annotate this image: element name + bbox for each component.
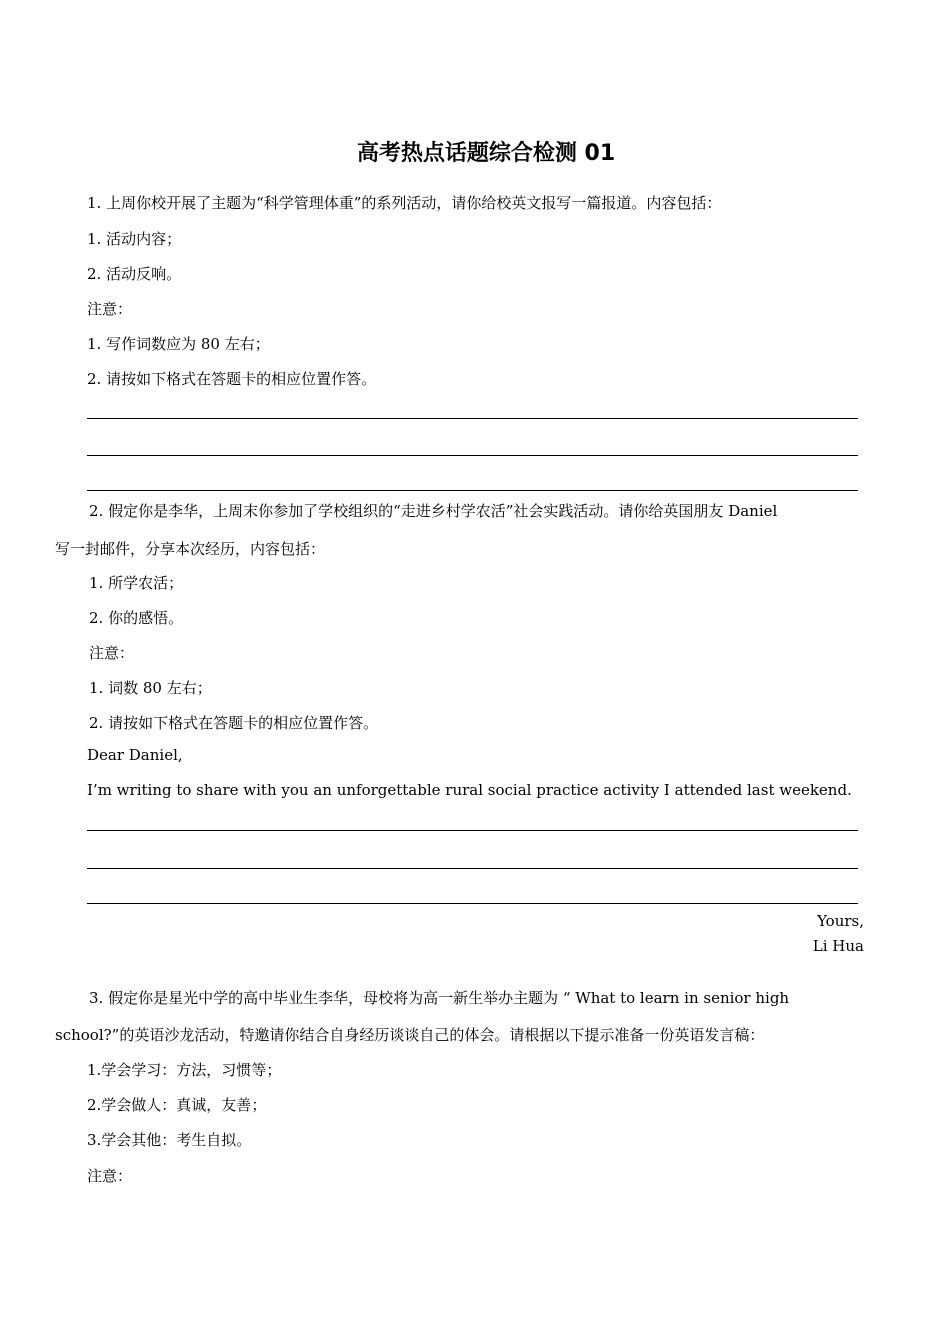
q2-note-1: 1. 词数 80 左右； [89, 679, 212, 697]
q2-item-2: 2. 你的感悟。 [89, 609, 184, 627]
q1-note-label: 注意： [87, 300, 133, 318]
q2-signature: Li Hua [812, 937, 864, 955]
q1-item-1: 1. 活动内容； [87, 230, 182, 248]
q1-note-1: 1. 写作词数应为 80 左右； [87, 335, 270, 353]
answer-line[interactable] [87, 868, 858, 869]
q3-item-2: 2.学会做人：真诚，友善； [87, 1096, 267, 1114]
answer-line[interactable] [87, 418, 858, 419]
answer-line[interactable] [87, 455, 858, 456]
q2-closing: Yours, [817, 912, 864, 930]
page-title: 高考热点话题综合检测 01 [356, 141, 616, 166]
q2-note-2: 2. 请按如下格式在答题卡的相应位置作答。 [89, 714, 379, 732]
q2-note-label: 注意： [89, 644, 135, 662]
q2-prompt-line-2: 写一封邮件，分享本次经历，内容包括： [55, 540, 326, 558]
answer-line[interactable] [87, 830, 858, 831]
q1-prompt: 1. 上周你校开展了主题为“科学管理体重”的系列活动，请你给校英文报写一篇报道。内容包括： [87, 194, 722, 212]
q1-note-2: 2. 请按如下格式在答题卡的相应位置作答。 [87, 370, 377, 388]
q2-item-1: 1. 所学农活； [89, 574, 184, 592]
q2-opening: I’m writing to share with you an unforgettable rural social practice activity I attended last weekend. [87, 781, 852, 799]
q3-prompt-line-2: school?”的英语沙龙活动，特邀请你结合自身经历谈谈自己的体会。请根据以下提示准备一份英语发言稿： [55, 1026, 765, 1044]
q3-item-3: 3.学会其他：考生自拟。 [87, 1131, 252, 1149]
answer-line[interactable] [87, 903, 858, 904]
q2-greeting: Dear Daniel, [87, 746, 183, 764]
q1-item-2: 2. 活动反响。 [87, 265, 182, 283]
q3-prompt-line-1: 3. 假定你是星光中学的高中毕业生李华，母校将为高一新生举办主题为 “ What to learn in senior high [89, 989, 790, 1007]
answer-line[interactable] [87, 490, 858, 491]
q3-note-label: 注意： [87, 1167, 133, 1185]
q2-prompt-line-1: 2. 假定你是李华，上周末你参加了学校组织的“走进乡村学农活”社会实践活动。请你给英国朋友 Daniel [89, 502, 778, 520]
q3-item-1: 1.学会学习：方法，习惯等； [87, 1061, 282, 1079]
